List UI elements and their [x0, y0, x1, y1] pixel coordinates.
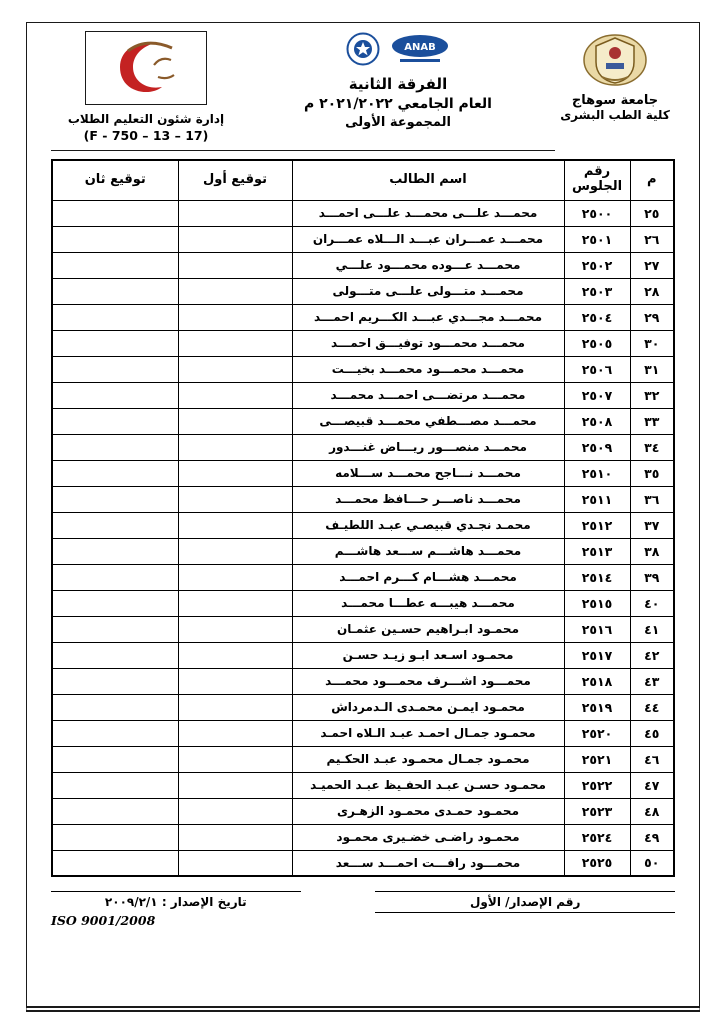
department-block [51, 31, 241, 143]
row-index: ٢٦ [630, 226, 674, 252]
university-header-block [555, 31, 675, 122]
first-signature-cell [178, 460, 292, 486]
seat-number: ٢٥٠٣ [564, 278, 630, 304]
issue-info-block [51, 891, 301, 928]
first-signature-cell [178, 226, 292, 252]
second-signature-cell [52, 304, 178, 330]
seat-number: ٢٥١٩ [564, 694, 630, 720]
seat-number: ٢٥٠٨ [564, 408, 630, 434]
university-emblem-icon [582, 72, 648, 91]
table-row [52, 772, 674, 798]
second-signature-cell [52, 460, 178, 486]
table-row [52, 824, 674, 850]
col-header-index: م [630, 160, 674, 200]
first-signature-cell [178, 772, 292, 798]
issue-number: رقم الإصدار/ الأول [375, 891, 675, 913]
row-index: ٣٦ [630, 486, 674, 512]
second-signature-cell [52, 512, 178, 538]
first-signature-cell [178, 746, 292, 772]
student-name: محمـود اسـعد ابـو زيـد حسـن [292, 642, 564, 668]
student-name: محمـــد مرتضـــى احمـــد محمـــد [292, 382, 564, 408]
first-signature-cell [178, 200, 292, 226]
second-signature-cell [52, 564, 178, 590]
student-name: محمـــد عمـــران عبـــد الـــلاه عمـــران [292, 226, 564, 252]
row-index: ٤٠ [630, 590, 674, 616]
seat-number: ٢٥١٠ [564, 460, 630, 486]
second-signature-cell [52, 538, 178, 564]
table-row [52, 798, 674, 824]
table-row [52, 356, 674, 382]
faculty-name: كلية الطب البشرى [560, 108, 670, 122]
student-name: محمـــود رافـــت احمـــد ســـعد [292, 850, 564, 876]
first-signature-cell [178, 694, 292, 720]
department-name: إدارة شئون التعليم الطلاب [67, 112, 225, 126]
row-index: ٢٩ [630, 304, 674, 330]
second-signature-cell [52, 434, 178, 460]
table-row [52, 382, 674, 408]
table-row [52, 720, 674, 746]
table-row [52, 746, 674, 772]
first-signature-cell [178, 720, 292, 746]
table-row [52, 850, 674, 876]
second-signature-cell [52, 850, 178, 876]
crescent-logo-icon [94, 35, 198, 101]
row-index: ٤٧ [630, 772, 674, 798]
first-signature-cell [178, 616, 292, 642]
table-row [52, 538, 674, 564]
second-signature-cell [52, 642, 178, 668]
seat-number: ٢٥٢٠ [564, 720, 630, 746]
row-index: ٤١ [630, 616, 674, 642]
page-header [51, 31, 675, 151]
row-index: ٣٧ [630, 512, 674, 538]
anab-logo-icon [390, 34, 450, 68]
first-signature-cell [178, 564, 292, 590]
seat-number: ٢٥١٣ [564, 538, 630, 564]
table-row [52, 252, 674, 278]
second-signature-cell [52, 590, 178, 616]
second-signature-cell [52, 824, 178, 850]
table-row [52, 200, 674, 226]
student-name: محمـــد هشـــام كـــرم احمـــد [292, 564, 564, 590]
faculty-logo-box [85, 31, 207, 105]
accreditation-logos [241, 33, 555, 69]
second-signature-cell [52, 694, 178, 720]
seat-number: ٢٥٢٣ [564, 798, 630, 824]
second-signature-cell [52, 616, 178, 642]
table-row [52, 694, 674, 720]
row-index: ٣٢ [630, 382, 674, 408]
second-signature-cell [52, 226, 178, 252]
seat-number: ٢٥٠٤ [564, 304, 630, 330]
row-index: ٥٠ [630, 850, 674, 876]
student-name: محمـــد ناصـــر حـــافظ محمـــد [292, 486, 564, 512]
student-name: محمـود راضـى خضـيرى محمـود [292, 824, 564, 850]
table-row [52, 434, 674, 460]
student-name: محمـــد محمـــود توفيـــق احمـــد [292, 330, 564, 356]
table-header-row [52, 160, 674, 200]
student-name: محمـود حسـن عبـد الحفـيظ عبـد الحميـد [292, 772, 564, 798]
students-signature-table [51, 159, 675, 877]
student-table-body [52, 200, 674, 876]
student-name: محمـــد نـــاجح محمـــد ســـلامه [292, 460, 564, 486]
student-name: محمـــد متـــولى علـــى متـــولى [292, 278, 564, 304]
issue-date: تاريخ الإصدار : ٢٠٠٩/٢/١ [104, 895, 247, 909]
row-index: ٤٥ [630, 720, 674, 746]
student-name: محمـــد هيبـــه عطـــا محمـــد [292, 590, 564, 616]
row-index: ٣٠ [630, 330, 674, 356]
row-index: ٤٨ [630, 798, 674, 824]
row-index: ٤٦ [630, 746, 674, 772]
table-row [52, 226, 674, 252]
table-row [52, 408, 674, 434]
academic-year: العام الجامعي ٢٠٢١/٢٠٢٢ م [304, 96, 492, 112]
form-code: (F - 750 – 13 – 17) [83, 128, 209, 143]
first-signature-cell [178, 252, 292, 278]
row-index: ٣٤ [630, 434, 674, 460]
seat-number: ٢٥١١ [564, 486, 630, 512]
student-name: محمـــد علـــى محمـــد علـــى احمـــد [292, 200, 564, 226]
second-signature-cell [52, 486, 178, 512]
col-header-seat: رقم الجلوس [564, 160, 630, 200]
seat-number: ٢٥٠١ [564, 226, 630, 252]
header-main-block [51, 31, 555, 151]
row-index: ٤٩ [630, 824, 674, 850]
col-header-signature2: توقيع ثان [52, 160, 178, 200]
row-index: ٣٥ [630, 460, 674, 486]
seat-number: ٢٥٠٠ [564, 200, 630, 226]
first-signature-cell [178, 668, 292, 694]
table-row [52, 278, 674, 304]
first-signature-cell [178, 642, 292, 668]
second-signature-cell [52, 746, 178, 772]
second-signature-cell [52, 252, 178, 278]
row-index: ٤٢ [630, 642, 674, 668]
first-signature-cell [178, 408, 292, 434]
grade-title: الفرقة الثانية [348, 75, 448, 93]
row-index: ٤٤ [630, 694, 674, 720]
second-signature-cell [52, 356, 178, 382]
table-row [52, 590, 674, 616]
seat-number: ٢٥٠٦ [564, 356, 630, 382]
first-signature-cell [178, 278, 292, 304]
student-name: محمـود ابـراهيم حسـين عثمـان [292, 616, 564, 642]
seat-number: ٢٥٠٧ [564, 382, 630, 408]
university-name: جامعة سوهاج [571, 93, 659, 108]
row-index: ٣٩ [630, 564, 674, 590]
seat-number: ٢٥٠٩ [564, 434, 630, 460]
table-row [52, 668, 674, 694]
student-name: محمـود ايمـن محمـدى الـدمرداش [292, 694, 564, 720]
first-signature-cell [178, 850, 292, 876]
student-name: محمـود جمـال محمـود عبـد الحكـيم [292, 746, 564, 772]
first-signature-cell [178, 824, 292, 850]
row-index: ٤٣ [630, 668, 674, 694]
table-row [52, 304, 674, 330]
seat-number: ٢٥٠٥ [564, 330, 630, 356]
title-block [241, 31, 555, 130]
first-signature-cell [178, 590, 292, 616]
second-signature-cell [52, 668, 178, 694]
seat-number: ٢٥٢١ [564, 746, 630, 772]
student-name: محمـود حمـدى محمـود الزهـرى [292, 798, 564, 824]
second-signature-cell [52, 330, 178, 356]
second-signature-cell [52, 772, 178, 798]
seat-number: ٢٥٢٢ [564, 772, 630, 798]
table-row [52, 460, 674, 486]
student-name: محمـــد منصـــور ريـــاض غنـــدور [292, 434, 564, 460]
student-name: محمـــد هاشـــم ســـعد هاشـــم [292, 538, 564, 564]
first-signature-cell [178, 798, 292, 824]
student-name: محمـــد محمـــود محمـــد بخيـــت [292, 356, 564, 382]
row-index: ٣١ [630, 356, 674, 382]
accreditation-logo-icon [346, 32, 380, 70]
seat-number: ٢٥١٧ [564, 642, 630, 668]
second-signature-cell [52, 200, 178, 226]
page-footer [51, 891, 675, 928]
seat-number: ٢٥١٦ [564, 616, 630, 642]
table-row [52, 564, 674, 590]
first-signature-cell [178, 330, 292, 356]
table-row [52, 486, 674, 512]
iso-standard: ISO 9001/2008 [51, 913, 156, 928]
row-index: ٢٧ [630, 252, 674, 278]
student-name: محمـــد مصـــطفي محمـــد قبيصـــى [292, 408, 564, 434]
seat-number: ٢٥١٤ [564, 564, 630, 590]
seat-number: ٢٥١٢ [564, 512, 630, 538]
student-name: محمـد نجـدي قبيصـي عبـد اللطيـف [292, 512, 564, 538]
second-signature-cell [52, 720, 178, 746]
student-name: محمـــد مجـــدي عبـــد الكـــريم احمـــد [292, 304, 564, 330]
student-name: محمـــود اشـــرف محمـــود محمـــد [292, 668, 564, 694]
first-signature-cell [178, 434, 292, 460]
table-row [52, 616, 674, 642]
second-signature-cell [52, 408, 178, 434]
table-row [52, 330, 674, 356]
second-signature-cell [52, 382, 178, 408]
table-row [52, 512, 674, 538]
row-index: ٢٨ [630, 278, 674, 304]
student-name: محمـــد عـــوده محمـــود علـــي [292, 252, 564, 278]
svg-text:ANAB: ANAB [404, 42, 436, 53]
seat-number: ٢٥١٥ [564, 590, 630, 616]
first-signature-cell [178, 512, 292, 538]
seat-number: ٢٥٢٥ [564, 850, 630, 876]
seat-number: ٢٥١٨ [564, 668, 630, 694]
row-index: ٢٥ [630, 200, 674, 226]
row-index: ٣٨ [630, 538, 674, 564]
first-signature-cell [178, 304, 292, 330]
group-title: المجموعة الأولى [345, 115, 451, 130]
seat-number: ٢٥٠٢ [564, 252, 630, 278]
col-header-name: اسم الطالب [292, 160, 564, 200]
first-signature-cell [178, 382, 292, 408]
student-name: محمـود جمـال احمـد عبـد الـلاه احمـد [292, 720, 564, 746]
row-index: ٣٣ [630, 408, 674, 434]
table-row [52, 642, 674, 668]
col-header-signature1: توقيع أول [178, 160, 292, 200]
second-signature-cell [52, 798, 178, 824]
second-signature-cell [52, 278, 178, 304]
first-signature-cell [178, 486, 292, 512]
seat-number: ٢٥٢٤ [564, 824, 630, 850]
first-signature-cell [178, 538, 292, 564]
attendance-sheet-page [26, 22, 700, 1012]
first-signature-cell [178, 356, 292, 382]
